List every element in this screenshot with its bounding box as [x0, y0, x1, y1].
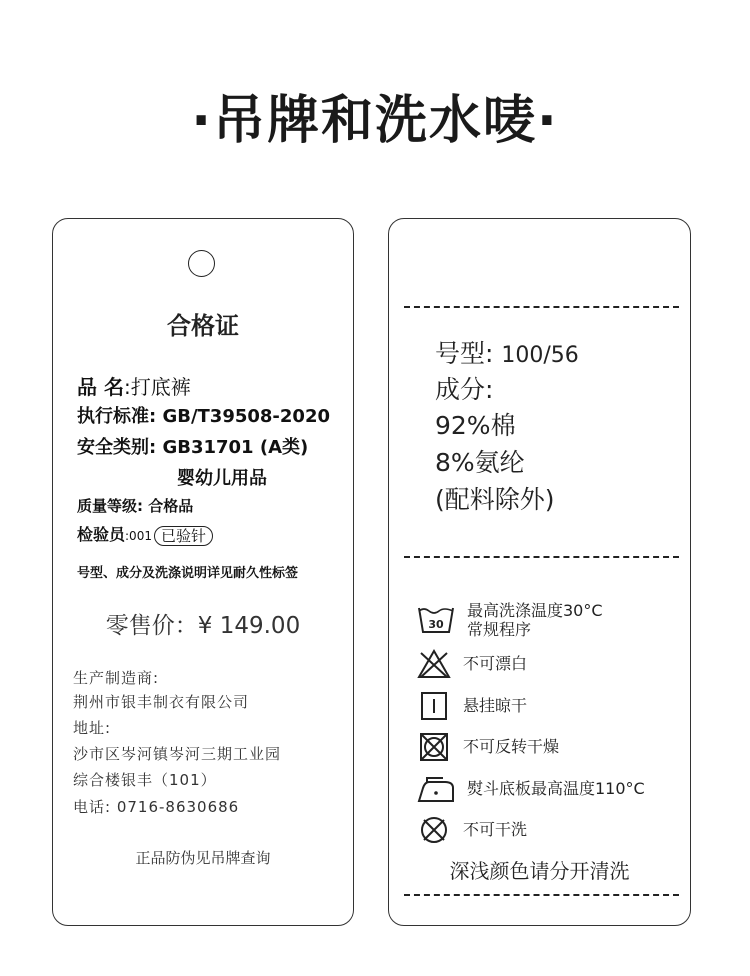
composition-cotton: 92%棉 — [435, 411, 516, 440]
grade-value: : 合格品 — [137, 497, 194, 515]
inspector-value: :001 — [125, 529, 152, 543]
wash-30-icon — [417, 604, 455, 634]
line-dry-icon — [417, 691, 451, 721]
no-tumble-dry-icon — [417, 732, 451, 762]
care-no-bleach-text: 不可漂白 — [463, 654, 528, 673]
size-value: 100/56 — [501, 343, 579, 368]
iron-110-icon — [417, 774, 455, 804]
color-separation-note: 深浅颜色请分开清洗 — [449, 859, 630, 883]
address-line1: 沙市区岑河镇岑河三期工业园 — [73, 745, 282, 763]
safety-value: : GB31701 (A类) — [149, 437, 309, 458]
inspector-row — [77, 522, 213, 546]
label-note: 号型、成分及洗涤说明详见耐久性标签 — [77, 566, 299, 581]
inspection-stamp: 已验针 — [154, 526, 213, 546]
dashed-divider — [404, 894, 679, 896]
standard-row — [77, 402, 330, 428]
standard-label: 执行标准 — [77, 406, 149, 427]
phone: 电话: 0716-8630686 — [73, 798, 240, 816]
no-dry-clean-icon — [417, 815, 451, 845]
safety-row — [77, 433, 308, 459]
care-item-line-dry — [417, 691, 527, 721]
care-item-iron-110 — [417, 774, 645, 804]
dashed-divider — [404, 306, 679, 308]
care-item-wash-30 — [417, 601, 603, 639]
manufacturer-value: 荆州市银丰制衣有限公司 — [73, 693, 250, 711]
care-item-no-tumble-dry — [417, 732, 559, 762]
anti-counterfeit-note: 正品防伪见吊牌查询 — [135, 849, 271, 867]
no-bleach-icon — [417, 649, 451, 679]
dashed-divider — [404, 556, 679, 558]
product-name-label: 品 名 — [77, 375, 124, 399]
composition-spandex: 8%氨纶 — [435, 448, 525, 477]
care-line-dry-text: 悬挂晾干 — [463, 696, 528, 715]
care-item-no-dry-clean — [417, 815, 527, 845]
page-title: ·吊牌和洗水唛· — [191, 91, 559, 151]
wash-temp-label: 30 — [428, 618, 444, 631]
certificate-title: 合格证 — [167, 312, 239, 340]
safety-label: 安全类别 — [77, 437, 149, 458]
standard-value: : GB/T39508-2020 — [149, 406, 331, 427]
care-wash-line2: 常规程序 — [467, 620, 532, 639]
product-name-row — [77, 371, 191, 400]
grade-row — [77, 495, 193, 516]
size-row — [435, 334, 579, 370]
manufacturer-label: 生产制造商: — [73, 669, 160, 687]
grade-label: 质量等级 — [77, 497, 138, 515]
address-line2: 综合楼银丰（101） — [73, 771, 217, 789]
retail-price: 零售价：¥ 149.00 — [105, 613, 301, 639]
care-wash-line1: 最高洗涤温度30°C — [467, 601, 603, 620]
wash-label-card — [388, 218, 691, 926]
care-no-dry-clean-text: 不可干洗 — [463, 820, 528, 839]
safety-value-line2: 婴幼儿用品 — [177, 468, 267, 489]
composition-label: 成分: — [435, 375, 494, 404]
product-name-value: :打底裤 — [123, 375, 191, 399]
care-no-tumble-text: 不可反转干燥 — [463, 737, 560, 756]
tag-hole — [188, 250, 215, 277]
composition-note: (配料除外) — [435, 485, 555, 514]
hang-tag-card — [52, 218, 354, 926]
inspector-label: 检验员 — [77, 525, 126, 544]
care-item-no-bleach — [417, 649, 527, 679]
size-label: 号型: — [435, 339, 494, 368]
address-label: 地址: — [73, 719, 112, 737]
care-iron-text: 熨斗底板最高温度110°C — [467, 779, 645, 798]
